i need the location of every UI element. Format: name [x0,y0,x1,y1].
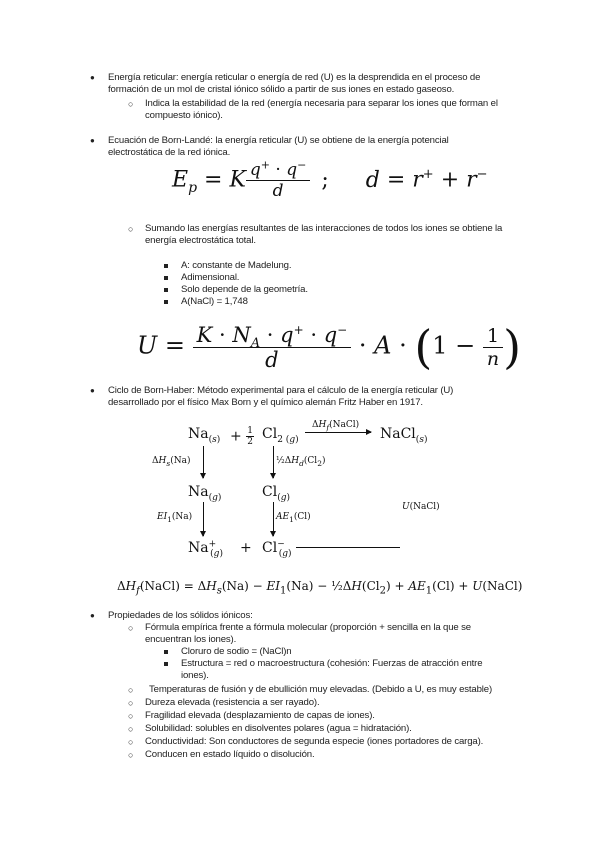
dissociation-arrow [273,446,274,478]
born-lande-sub-line1: Sumando las energías resultantes de las interacciones de todos los iones se obtiene la [145,223,503,234]
bullet-level1: ● [90,611,95,620]
bullet-level2: ○ [128,724,134,734]
bullet-level2: ○ [128,224,134,234]
madelung-value-item: A(NaCl) = 1,748 [181,296,248,307]
reticular-line1: Energía reticular: energía reticular o energía de red (U) es la desprendida en el proceso de [108,72,481,83]
prop-temperatura: Temperaturas de fusión y de ebullición muy elevadas. (Debido a U, es muy estable) [149,684,493,695]
formation-arrow [305,432,371,433]
lattice-line [296,547,400,548]
bullet-level2: ○ [128,711,134,721]
prop-dureza: Dureza elevada (resistencia a ser rayado). [145,697,320,708]
born-haber-line1: Ciclo de Born-Haber: Método experimental para el cálculo de la energía reticular (U) [108,385,454,396]
sublimation-label: $\Delta H_s(Na)$ [152,456,191,468]
reticular-sub1-line1: Indica la estabilidad de la red (energía necesaria para separar los iones que forman el [145,98,498,109]
estructura-item-line2: iones). [181,670,209,681]
formula-line1: Fórmula empírica frente a fórmula molecular (proporción + sencilla en la que se [145,622,471,633]
electron-affinity-label: $AE_1(Cl)$ [276,512,311,524]
plus-half: + $\frac{1}{2}$ [230,426,253,447]
reticular-line2: formación de un mol de cristal iónico sólido a partir de sus iones en estado gaseoso. [108,84,455,95]
reticular-sub1-line2: compuesto iónico). [145,110,223,121]
bullet-level2: ○ [128,698,134,708]
na-solid: $Na_{(s)}$ [188,426,221,445]
bullet-level3 [164,650,168,654]
na-ion-gas: $Na^+_{(g)}$ [188,539,223,559]
propiedades-title: Propiedades de los sólidos iónicos: [108,610,253,621]
estructura-item-line1: Estructura = red o macroestructura (cohesión: Fuerzas de atracción entre [181,658,483,669]
bullet-level3 [164,300,168,304]
cloruro-item: Cloruro de sodio = (NaCl)n [181,646,292,657]
madelung-item: A: constante de Madelung. [181,260,292,271]
enthalpy-formation-label: $\Delta H_f(NaCl)$ [312,420,360,432]
bullet-level1: ● [90,73,95,82]
formula-line2: encuentran los iones). [145,634,237,645]
bullet-level3 [164,662,168,666]
ionization-label: $EI_1(Na)$ [157,512,193,524]
geometry-item: Solo depende de la geometría. [181,284,308,295]
born-haber-line2: desarrollado por el físico Max Born y el químico alemán Fritz Haber en 1917. [108,397,423,408]
dissociation-label: $\frac{1}{2}\Delta H_d(Cl_2)$ [276,456,326,468]
bullet-level2: ○ [128,685,134,695]
born-lande-sub-line2: energía electrostática total. [145,235,256,246]
ionization-arrow [203,502,204,536]
electron-affinity-arrow [273,502,274,536]
bullet-level2: ○ [128,737,134,747]
born-lande-line2: electrostática de la red iónica. [108,147,231,158]
nacl-solid: NaCl$_{(s)}$ [380,426,428,445]
cl2-gas: $Cl_{2 (g)}$ [262,426,299,445]
prop-conducen: Conducen en estado líquido o disolución. [145,749,315,760]
lattice-energy-label: U(NaCl) [402,502,440,512]
cl-gas: $Cl_{(g)}$ [262,484,290,503]
born-lande-line1: Ecuación de Born-Landé: la energía reticular (U) se obtiene de la energía potencial [108,135,449,146]
bullet-level3 [164,288,168,292]
sublimation-arrow [203,446,204,478]
adimensional-item: Adimensional. [181,272,240,283]
bullet-level2: ○ [128,750,134,760]
bullet-level2: ○ [128,99,134,109]
bullet-level2: ○ [128,623,134,633]
prop-solubilidad: Solubilidad: solubles en disolventes polares (agua = hidratación). [145,723,412,734]
bullet-level3 [164,276,168,280]
equation-lattice-energy: U = $\frac{K \cdot N_A \cdot q^+ \cdot q^-}{d}$ · A · (1 − $\frac{1}{n}$ ) [137,320,522,374]
prop-fragilidad: Fragilidad elevada (desplazamiento de capas de iones). [145,710,375,721]
plus-sign: + [240,540,252,556]
prop-conductividad: Conductividad: Son conductores de segunda especie (iones portadores de carga). [145,736,484,747]
cl-ion-gas: $Cl^-_{(g)}$ [262,539,292,559]
born-haber-equation: $\Delta H_f(NaCl) = \Delta H_s(Na) - EI_1(Na)$ − $\frac{1}{2}\Delta H(Cl_2) + AE_1(Cl)$ + U(NaCl) [117,579,523,597]
bullet-level1: ● [90,386,95,395]
bullet-level3 [164,264,168,268]
bullet-level1: ● [90,136,95,145]
equation-potential-energy: $E_p = K$ $\frac{q^+ \cdot q^-}{d}$ ; d = r+ + r− [172,158,488,201]
na-gas: $Na_{(g)}$ [188,484,222,503]
